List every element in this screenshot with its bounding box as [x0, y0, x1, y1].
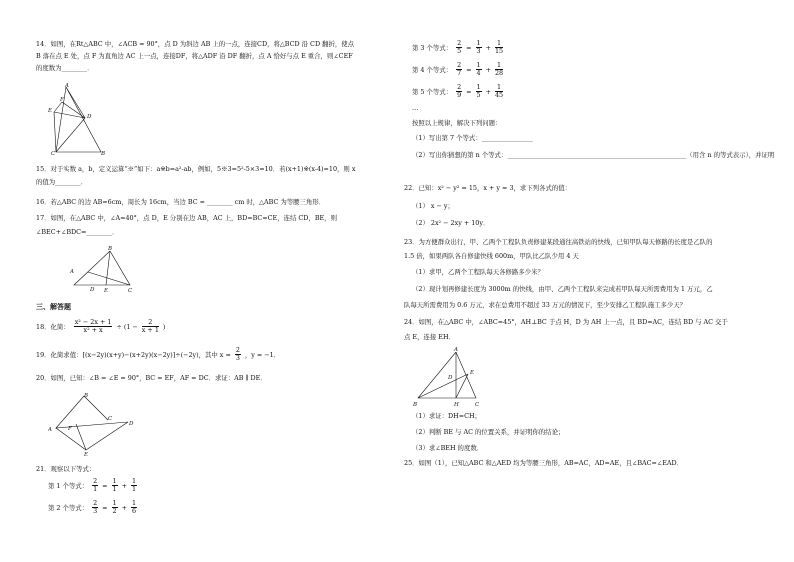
eq4-plus: + [485, 65, 491, 74]
eq3-lhs [456, 40, 462, 55]
q17-label-d: D [90, 287, 95, 293]
q24-label-h: H [454, 402, 459, 408]
q21-line1: 21．观察以下等式： [36, 465, 96, 473]
q24-figure [412, 346, 488, 410]
q18-num1: x² − 2x + 1 [74, 318, 112, 326]
q22-p2: （2） 2x² − 2xy + 10y． [412, 219, 490, 227]
q18-row [36, 319, 165, 334]
q17-label-c: C [128, 288, 133, 294]
q19-suffix: ，y = −1． [244, 351, 281, 359]
eq4-lhs-num: 2 [457, 61, 462, 69]
q21-eq1-t2-den: 1 [131, 485, 137, 493]
q21-eq1-t2-num: 1 [131, 477, 137, 485]
eq3-t2-num: 1 [495, 40, 503, 48]
eq3-term2 [495, 40, 503, 55]
q15-line1: 15．对于实数 a，b，定义运算“※”如下：a※b=a²-ab，例如，5※3=5²-5×3=10．若(x+1)※(x-4)=10，则 x [36, 165, 356, 173]
q18-mid: ÷ (1 − [116, 322, 138, 331]
q16-line1: 16．若△ABC 的边 AB=6cm，周长为 16cm，当边 BC = ________ cm 时，△ABC 为等腰三角形． [36, 198, 326, 206]
eq5-lhs-den: 9 [457, 91, 462, 99]
eq3-term1 [476, 40, 482, 55]
eq5-row [412, 84, 503, 99]
q21-eq2-plus: + [121, 503, 127, 512]
q23-p2a: （2）现计划再修建长度为 3000m 的快线，由甲、乙两个工程队来完成若甲队每天所需费用为 1 万元，乙 [412, 285, 713, 293]
q19-x-fraction [235, 347, 241, 362]
q23-p2b: 队每天所需费用为 0.6 万元，求在总费用不超过 33 万元的情况下，至少安排乙工程队施工多少天？ [404, 301, 687, 309]
eq5-t1-num: 1 [476, 83, 481, 91]
q22-line1: 22．已知：x² − y² = 15，x + y = 3，求下列各式的值： [404, 184, 572, 192]
q20-label-b: B [84, 393, 89, 399]
q25-line1: 25．如图（1），已知△ABC 和△AED 均为等腰三角形，AB=AC，AD=AE，且∠BAC=∠EAD． [404, 459, 684, 467]
q14-line1: 14．如图，在Rt△ABC 中，∠ACB = 90°，点 D 为斜边 AB 上的一点，连接CD，将△BCD 沿 CD 翻折，使点 [36, 40, 355, 48]
q19-x-num: 2 [235, 346, 240, 354]
q21-eq2-t1-num: 1 [112, 499, 117, 507]
eq5-t2-den: 45 [494, 91, 504, 99]
q21-eq2-label: 第 2 个等式： [48, 504, 89, 512]
q21-sub1: （1）写出第 7 个等式：________________ [412, 134, 533, 142]
q23-line2: 1.5 倍，如果两队各自修建快线 600m，甲队比乙队少用 4 天 [404, 252, 579, 260]
q24-p3: （3）求∠BEH 的度数． [412, 444, 484, 452]
q18-end: ) [162, 322, 166, 331]
q21-eq1-t1-den: 1 [112, 485, 117, 493]
eq3-t1-den: 3 [476, 47, 481, 55]
q18-den1: x² + x [83, 326, 103, 334]
q21-eq1-lhs-den: 1 [93, 485, 98, 493]
q21-eq2-t2-den: 6 [131, 507, 137, 515]
q21-eq1-label: 第 1 个等式： [48, 482, 89, 490]
q23-line1: 23．为方便群众出行，甲、乙两个工程队负责修建某段通往高铁站的快线，已知甲队每天修路的长度是乙队的 [404, 238, 713, 246]
eq5-equals: = [466, 87, 472, 96]
q19-prefix: 19．化简求值：[(x−2y)(x+y)−(x+2y)(x−2y)]÷(−2y)，其中 x = [36, 351, 231, 359]
q21-sub2: （2）写出你猜想的第 n 个等式：________________________________________________________（用含 n 的等式表示），并证明 [412, 151, 775, 159]
q17-label-e: E [104, 288, 109, 294]
q17-line2: ∠BEC+∠BDC=________． [36, 228, 119, 236]
q20-label-c: C [108, 416, 113, 422]
q21-eq1-term1 [112, 478, 118, 493]
q23-p1: （1）求甲，乙两个工程队每天各修路多少米？ [412, 268, 544, 276]
q14-label-a: A [65, 83, 69, 89]
q21-eq2-term2 [131, 500, 137, 515]
eq4-t1-den: 4 [476, 69, 481, 77]
q14-figure [46, 82, 106, 157]
eq5-label: 第 5 个等式： [412, 88, 453, 96]
q17-label-b: B [108, 246, 113, 252]
eq5-lhs-num: 2 [457, 83, 462, 91]
eq4-equals: = [466, 65, 472, 74]
q14-label-f: F [60, 97, 64, 103]
eq3-equals: = [466, 43, 472, 52]
q20-figure [48, 390, 138, 456]
q22-p1: （1） x − y； [412, 202, 454, 210]
q21-eq2-lhs-den: 3 [93, 507, 98, 515]
q14-label-b: B [101, 151, 106, 157]
q14-label-c: C [51, 151, 56, 157]
q21-eq2-lhs-num: 2 [93, 499, 98, 507]
q17-figure [68, 245, 140, 297]
eq5-t2-num: 1 [495, 84, 503, 92]
q24-line2: 点 E，连接 EH． [404, 333, 455, 341]
q24-p1: （1）求证：DH=CH； [412, 412, 481, 420]
eq3-plus: + [485, 43, 491, 52]
eq4-lhs-den: 7 [457, 69, 462, 77]
eq4-label: 第 4 个等式： [412, 66, 453, 74]
q21-eq2-t2-num: 1 [131, 499, 137, 507]
q24-label-a: A [454, 347, 458, 353]
eq4-term1 [476, 62, 482, 77]
section-3-heading: 三、解答题 [36, 302, 71, 311]
eq4-row [412, 62, 503, 77]
q24-p2: （2）判断 BE 与 AC 的位置关系，并证明你的结论； [412, 428, 565, 436]
eq5-t1-den: 5 [476, 91, 481, 99]
eq3-t1-num: 1 [476, 39, 481, 47]
q20-label-a: A [48, 427, 52, 433]
eq4-t2-den: 28 [494, 69, 504, 77]
q14-label-d: D [87, 114, 92, 120]
q18-den2: x + 1 [141, 326, 159, 334]
eq3-lhs-den: 5 [457, 47, 462, 55]
q24-label-b: B [413, 402, 418, 408]
q18-num2: 2 [142, 319, 159, 327]
q17-label-a: A [70, 269, 74, 275]
q21-eq2-row [48, 500, 137, 515]
q21-eq2-t1-den: 2 [112, 507, 117, 515]
q20-label-e: E [84, 452, 89, 456]
q18-fraction-2 [142, 319, 159, 334]
q18-prefix: 18．化简： [36, 323, 70, 331]
eq3-label: 第 3 个等式： [412, 44, 453, 52]
eq5-lhs [456, 84, 462, 99]
q20-label-f: F [68, 426, 72, 432]
q20-label-d: D [129, 421, 134, 427]
q21-eq1-row [48, 478, 137, 493]
eq5-term1 [476, 84, 482, 99]
ellipsis: … [412, 104, 419, 112]
eq3-t2-den: 15 [494, 47, 504, 55]
q14-label-e: E [48, 108, 53, 114]
q24-line1: 24．如图，在△ABC 中，∠ABC=45°，AH⊥BC 于点 H，D 为 AH 上一点，且 BD=AC，连结 BD 与 AC 交于 [404, 318, 728, 326]
eq4-t1-num: 1 [476, 61, 481, 69]
q14-line3: 的度数为________． [36, 64, 94, 72]
q21-eq2-equals: = [102, 503, 108, 512]
q24-label-c: C [475, 402, 480, 408]
q19-row [36, 347, 280, 362]
rule-intro: 按照以上规律，解决下列问题： [412, 119, 502, 127]
q21-eq1-lhs [92, 478, 98, 493]
q18-fraction-1 [74, 319, 113, 334]
q24-label-e: E [470, 370, 475, 376]
eq4-term2 [495, 62, 503, 77]
q21-eq1-t1-num: 1 [112, 477, 117, 485]
q17-line1: 17．如图，在△ABC 中，∠A=40°，点 D，E 分别在边 AB，AC 上，BD=BC=CE，连结 CD，BE，则 [36, 214, 337, 222]
q21-eq2-lhs [92, 500, 98, 515]
q20-line1: 20．如图，已知：∠B = ∠E = 90°，BC = EF，AF = DC．求证：AB ∥ DE． [36, 374, 267, 382]
eq3-lhs-num: 2 [457, 39, 462, 47]
eq5-term2 [495, 84, 503, 99]
eq4-lhs [456, 62, 462, 77]
q21-eq1-plus: + [121, 481, 127, 490]
eq3-row [412, 40, 503, 55]
q19-x-den: 3 [235, 354, 240, 362]
q24-label-d: D [448, 375, 453, 381]
q21-eq1-equals: = [102, 481, 108, 490]
eq5-plus: + [485, 87, 491, 96]
q14-line2: B 落在点 E 处，点 F 为直角边 AC 上一点，连接DF，将△ADF 沿 DF 翻折，点 A 恰好与点 E 重合，则∠CEF [36, 52, 353, 60]
q21-eq1-lhs-num: 2 [93, 477, 98, 485]
q15-line2: 的值为________． [36, 178, 88, 186]
eq4-t2-num: 1 [495, 62, 503, 70]
q21-eq2-term1 [112, 500, 118, 515]
q21-eq1-term2 [131, 478, 137, 493]
